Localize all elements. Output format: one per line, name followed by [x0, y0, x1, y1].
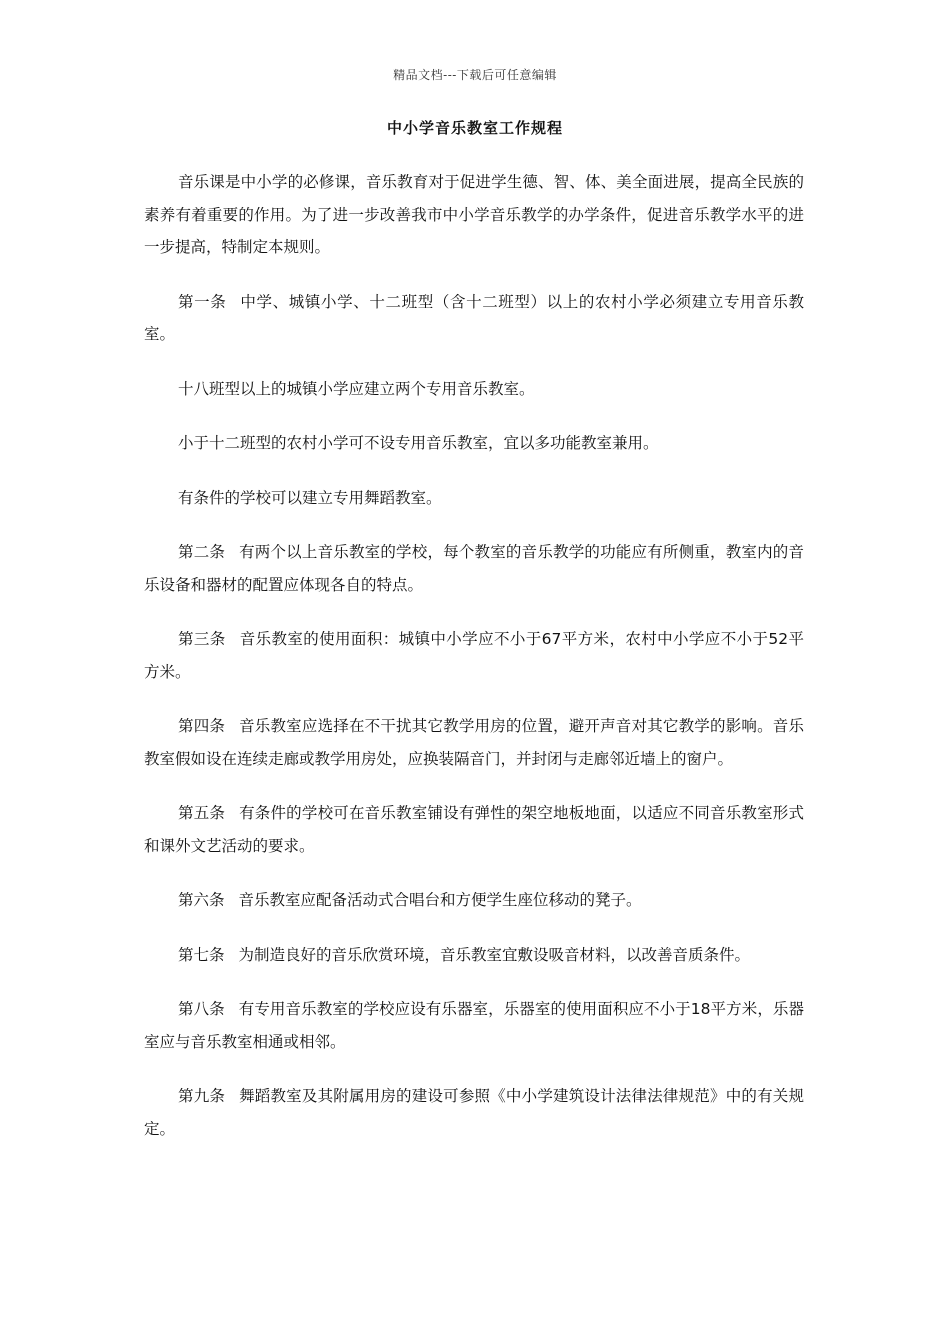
paragraph-text: 有条件的学校可在音乐教室铺设有弹性的架空地板地面，以适应不同音乐教室形式和课外文艺活动的要求。: [144, 804, 804, 855]
paragraph-article-1: [144, 286, 804, 351]
article-number: 第八条: [178, 1000, 225, 1018]
paragraph-article-1-note-1: [144, 373, 804, 406]
article-number: 第五条: [178, 804, 226, 822]
paragraph-text: 有专用音乐教室的学校应设有乐器室，乐器室的使用面积应不小于18平方米，乐器室应与音乐教室相通或相邻。: [144, 1000, 804, 1051]
paragraph-article-9: [144, 1080, 804, 1145]
paragraph-text: 音乐教室应配备活动式合唱台和方便学生座位移动的凳子。: [238, 891, 642, 909]
paragraph-text: 有两个以上音乐教室的学校，每个教室的音乐教学的功能应有所侧重，教室内的音乐设备和器材的配置应体现各自的特点。: [144, 543, 804, 594]
paragraph-text: 音乐课是中小学的必修课，音乐教育对于促进学生德、智、体、美全面进展，提高全民族的素养有着重要的作用。为了进一步改善我市中小学音乐教学的办学条件，促进音乐教学水平的进一步提高，特制定本规则。: [144, 173, 804, 256]
paragraph-text: 有条件的学校可以建立专用舞蹈教室。: [178, 488, 442, 507]
paragraph-article-3: [144, 623, 804, 688]
paragraph-article-2: [144, 536, 804, 601]
article-number: 第二条: [178, 543, 226, 561]
paragraph-article-5: [144, 797, 804, 862]
paragraph-article-6: [144, 884, 804, 917]
paragraph-article-1-note-3: [144, 482, 804, 515]
article-number: 第四条: [178, 717, 226, 735]
paragraph-text: 舞蹈教室及其附属用房的建设可参照《中小学建筑设计法律法律规范》中的有关规定。: [144, 1087, 804, 1138]
paragraph-article-8: [144, 993, 804, 1058]
document-body: [144, 166, 804, 1167]
article-number: 第三条: [178, 630, 226, 648]
article-number: 第六条: [178, 891, 225, 909]
article-number: 第七条: [178, 945, 225, 964]
paragraph-intro: [144, 166, 804, 264]
document-title: 中小学音乐教室工作规程: [386, 119, 563, 137]
paragraph-text: 十八班型以上的城镇小学应建立两个专用音乐教室。: [178, 379, 535, 398]
article-number: 第一条: [178, 292, 227, 311]
page-header: 精品文档---下载后可任意编辑: [393, 68, 557, 82]
paragraph-text: 音乐教室应选择在不干扰其它教学用房的位置，避开声音对其它教学的影响。音乐教室假如设在连续走廊或教学用房处，应换装隔音门，并封闭与走廊邻近墙上的窗户。: [144, 717, 804, 768]
paragraph-text: 中学、城镇小学、十二班型（含十二班型）以上的农村小学必须建立专用音乐教室。: [144, 292, 804, 343]
paragraph-text: 音乐教室的使用面积：城镇中小学应不小于67平方米，农村中小学应不小于52平方米。: [144, 630, 804, 681]
paragraph-text: 小于十二班型的农村小学可不设专用音乐教室，宜以多功能教室兼用。: [178, 434, 659, 452]
paragraph-article-7: [144, 939, 804, 972]
paragraph-text: 为制造良好的音乐欣赏环境，音乐教室宜敷设吸音材料，以改善音质条件。: [238, 945, 751, 964]
article-number: 第九条: [178, 1087, 226, 1105]
paragraph-article-4: [144, 710, 804, 775]
paragraph-article-1-note-2: [144, 427, 804, 460]
